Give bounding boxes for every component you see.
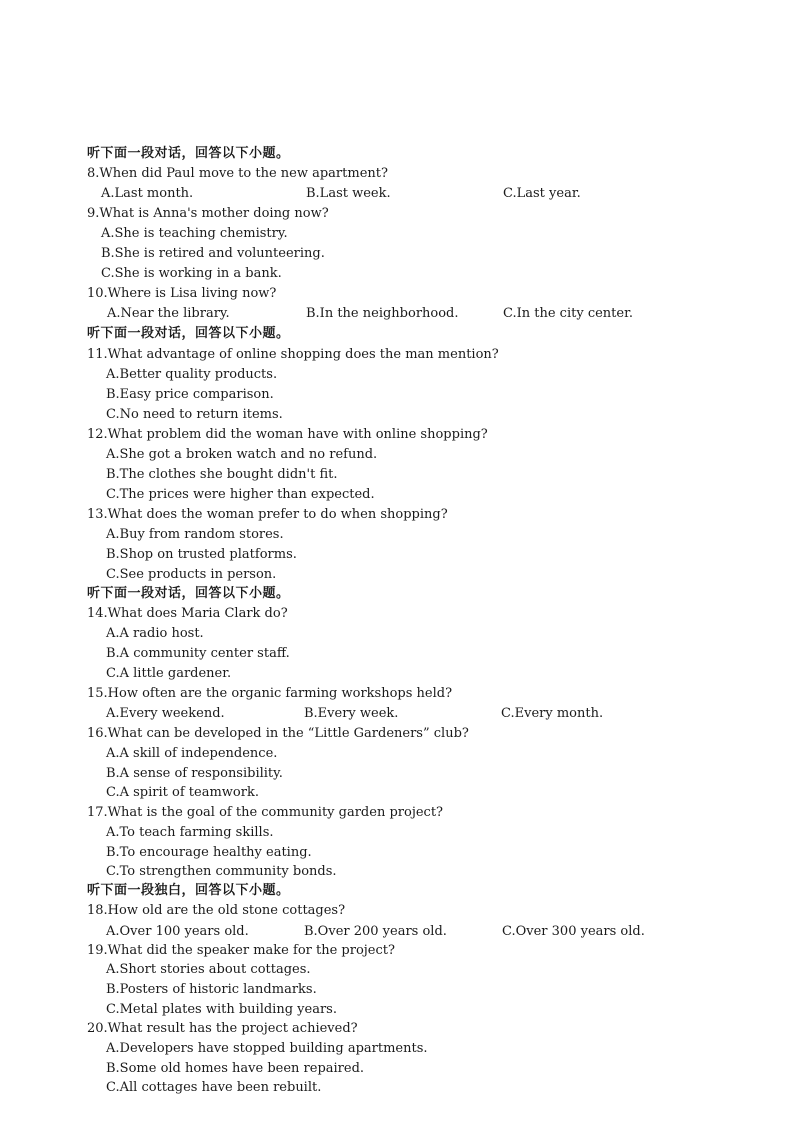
option-18b: B.Over 200 years old. (304, 924, 447, 939)
option-14a: A.A radio host. (106, 626, 204, 641)
option-9b: B.She is retired and volunteering. (101, 246, 325, 261)
question-18: 18.How old are the old stone cottages? (87, 903, 346, 918)
option-15b: B.Every week. (304, 706, 399, 721)
option-11c: C.No need to return items. (106, 407, 283, 422)
option-11a: A.Better quality products. (106, 367, 278, 382)
question-11: 11.What advantage of online shopping does the man mention? (87, 347, 499, 362)
question-16: 16.What can be developed in the “Little Gardeners” club? (87, 726, 469, 741)
option-17b: B.To encourage healthy eating. (106, 845, 312, 860)
option-17c: C.To strengthen community bonds. (106, 864, 337, 879)
option-20a: A.Developers have stopped building apartments. (106, 1041, 428, 1056)
question-14: 14.What does Maria Clark do? (87, 606, 288, 621)
option-8b: B.Last week. (306, 186, 391, 201)
option-14c: C.A little gardener. (106, 666, 232, 681)
section-heading: 听下面一段对话，回答以下小题。 (87, 326, 290, 341)
option-20c: C.All cottages have been rebuilt. (106, 1080, 322, 1095)
option-12c: C.The prices were higher than expected. (106, 487, 375, 502)
question-8: 8.When did Paul move to the new apartment? (87, 166, 388, 181)
question-10: 10.Where is Lisa living now? (87, 286, 277, 301)
option-12b: B.The clothes she bought didn't fit. (106, 467, 338, 482)
option-19b: B.Posters of historic landmarks. (106, 982, 317, 997)
option-12a: A.She got a broken watch and no refund. (106, 447, 378, 462)
option-9c: C.She is working in a bank. (101, 266, 282, 281)
option-10a: A.Near the library. (107, 306, 230, 321)
option-10b: B.In the neighborhood. (306, 306, 459, 321)
option-11b: B.Easy price comparison. (106, 387, 274, 402)
section-heading: 听下面一段独白，回答以下小题。 (87, 883, 290, 898)
question-17: 17.What is the goal of the community garden project? (87, 805, 444, 820)
question-20: 20.What result has the project achieved? (87, 1021, 358, 1036)
question-12: 12.What problem did the woman have with online shopping? (87, 427, 488, 442)
option-8a: A.Last month. (101, 186, 194, 201)
option-19c: C.Metal plates with building years. (106, 1002, 337, 1017)
option-18a: A.Over 100 years old. (106, 924, 249, 939)
option-17a: A.To teach farming skills. (106, 825, 274, 840)
section-heading: 听下面一段对话，回答以下小题。 (87, 586, 290, 601)
option-13c: C.See products in person. (106, 567, 277, 582)
question-15: 15.How often are the organic farming workshops held? (87, 686, 453, 701)
option-18c: C.Over 300 years old. (502, 924, 645, 939)
option-16b: B.A sense of responsibility. (106, 766, 283, 781)
option-13a: A.Buy from random stores. (106, 527, 284, 542)
option-13b: B.Shop on trusted platforms. (106, 547, 297, 562)
option-8c: C.Last year. (503, 186, 581, 201)
option-16c: C.A spirit of teamwork. (106, 785, 259, 800)
option-10c: C.In the city center. (503, 306, 633, 321)
option-9a: A.She is teaching chemistry. (101, 226, 288, 241)
option-16a: A.A skill of independence. (106, 746, 278, 761)
question-13: 13.What does the woman prefer to do when shopping? (87, 507, 448, 522)
option-15c: C.Every month. (501, 706, 604, 721)
option-14b: B.A community center staff. (106, 646, 290, 661)
option-19a: A.Short stories about cottages. (106, 962, 311, 977)
question-9: 9.What is Anna's mother doing now? (87, 206, 329, 221)
question-19: 19.What did the speaker make for the project? (87, 943, 395, 958)
option-15a: A.Every weekend. (106, 706, 225, 721)
section-heading: 听下面一段对话，回答以下小题。 (87, 146, 290, 161)
option-20b: B.Some old homes have been repaired. (106, 1061, 365, 1076)
